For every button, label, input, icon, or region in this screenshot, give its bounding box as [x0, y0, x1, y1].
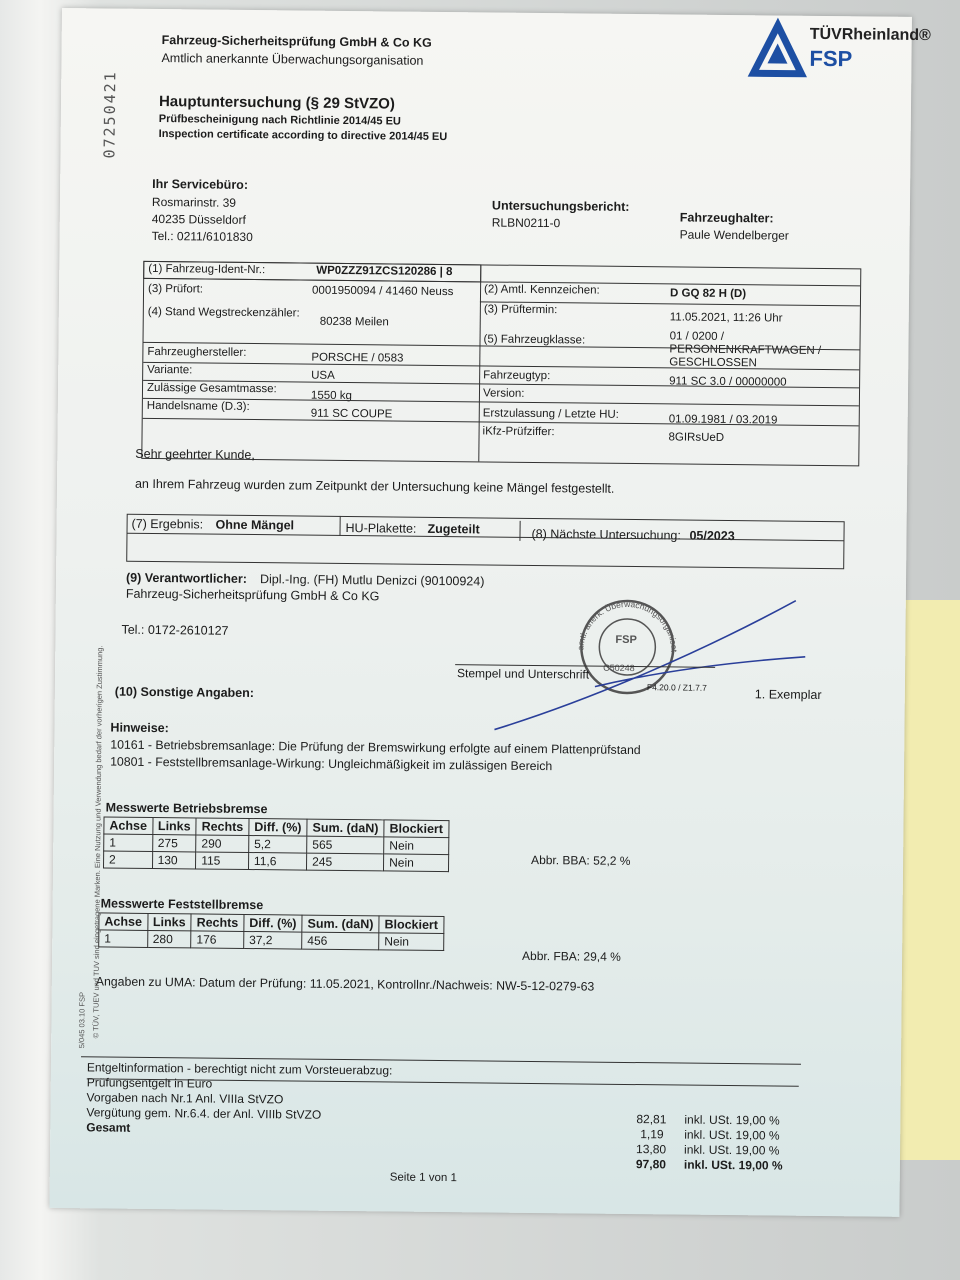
- erstzulassung-value: 01.09.1981 / 03.2019: [668, 413, 778, 427]
- klasse-line3: GESCHLOSSEN: [669, 356, 757, 370]
- header-diff: Diff. (%): [249, 819, 307, 837]
- header-links: Links: [152, 817, 196, 834]
- fees-line-2: Vorgaben nach Nr.1 Anl. VIIIa StVZO: [86, 1090, 284, 1107]
- fees-amount-1: 82,81: [636, 1112, 667, 1127]
- header-rechts: Rechts: [196, 818, 249, 836]
- row-divider: [127, 533, 843, 541]
- certificate-page: [49, 8, 931, 1217]
- responsible-label: (9) Verantwortlicher:: [125, 570, 247, 586]
- result-box: [126, 514, 844, 570]
- fees-tax-total: inkl. USt. 19,00 %: [683, 1157, 783, 1173]
- cell-blockiert: Nein: [384, 854, 449, 872]
- fees-tax-1: inkl. USt. 19,00 %: [684, 1112, 780, 1128]
- vehicle-data-box: [141, 261, 861, 467]
- office-label: Ihr Servicebüro:: [152, 176, 249, 192]
- result-label: (7) Ergebnis:: [131, 516, 204, 532]
- handelsname-value: 911 SC COUPE: [310, 407, 393, 421]
- uma-info: Angaben zu UMA: Datum der Prüfung: 11.05.2021, Kontrollnr./Nachweis: NW-5-12-0279-63: [95, 974, 595, 994]
- abbremsung-fba: Abbr. FBA: 29,4 %: [522, 948, 621, 964]
- next-inspection-value: 05/2023: [689, 528, 735, 544]
- stamp-label: Stempel und Unterschrift: [456, 666, 590, 682]
- header-blockiert: Blockiert: [384, 820, 449, 838]
- hersteller-label: Fahrzeughersteller:: [147, 345, 247, 359]
- responsible-company: Fahrzeug-Sicherheitsprüfung GmbH & Co KG: [125, 586, 380, 604]
- legal-notice: © TÜV, TUEV und TUV sind eingetragene Marken. Eine Nutzung und Verwendung bedarf der vorherigen Zustimmung.: [91, 645, 105, 1039]
- pruefdatum-label: (3) Prüftermin:: [483, 303, 558, 317]
- version-label: Version:: [482, 387, 525, 400]
- result-value: Ohne Mängel: [215, 517, 295, 533]
- odometer-value: 80238 Meilen: [319, 315, 389, 329]
- stamp-number: C50248: [603, 662, 635, 674]
- klasse-label: (5) Fahrzeugklasse:: [483, 333, 586, 347]
- abbremsung-bba: Abbr. BBA: 52,2 %: [531, 852, 631, 868]
- responsible-phone: Tel.: 0172-2610127: [121, 622, 229, 638]
- column-divider: [478, 265, 481, 461]
- fees-tax-2: inkl. USt. 19,00 %: [684, 1127, 780, 1143]
- report-number: RLBN0211-0: [491, 215, 561, 231]
- fees-amount-3: 13,80: [636, 1142, 667, 1157]
- cell-blockiert: Nein: [384, 837, 449, 855]
- hersteller-value: PORSCHE / 0583: [311, 351, 404, 365]
- feststellbremse-title: Messwerte Feststellbremse: [100, 896, 264, 913]
- stamp-center-text: FSP: [615, 633, 637, 647]
- stamp-ring-text: amtl. anerk. Überwachungsorganisation: [575, 598, 680, 653]
- holder-name: Paule Wendelberger: [679, 227, 789, 243]
- fees-line-3: Vergütung gem. Nr.6.4. der Anl. VIIIb StVZO: [86, 1105, 322, 1122]
- cell-blockiert: Nein: [379, 933, 444, 951]
- hinweise-title: Hinweise:: [110, 720, 169, 736]
- typ-value: 911 SC 3.0 / 00000000: [669, 375, 787, 389]
- svg-text:amtl. anerk. Überwachungsorgan: [474, 587, 680, 652]
- office-street: Rosmarinstr. 39: [151, 194, 237, 210]
- pruefdatum-value: 11.05.2021, 11:26 Uhr: [669, 311, 783, 325]
- report-label: Untersuchungsbericht:: [491, 198, 630, 214]
- kennzeichen-value: D GQ 82 H (D): [669, 287, 747, 301]
- pruefort-value: 0001950094 / 41460 Neuss: [311, 284, 454, 299]
- fees-line-1: Prüfungsentgelt in Euro: [86, 1075, 213, 1091]
- feststellbremse-table: [98, 912, 444, 951]
- ikfz-label: iKfz-Prüfziffer:: [482, 425, 555, 439]
- header-rechts: Rechts: [191, 914, 244, 932]
- office-phone: Tel.: 0211/6101830: [151, 228, 253, 245]
- sonstige-label: (10) Sonstige Angaben:: [114, 684, 255, 701]
- responsible-name: Dipl.-Ing. (FH) Mutlu Denizci (90100924): [259, 572, 485, 589]
- vin-label: (1) Fahrzeug-Ident-Nr.:: [148, 262, 266, 277]
- cell-diff: 37,2: [244, 931, 302, 949]
- plakette-label: HU-Plakette:: [345, 520, 417, 536]
- cell-diff: 11,6: [248, 852, 306, 870]
- document-title: Hauptuntersuchung (§ 29 StVZO): [158, 93, 395, 113]
- serial-number: 07250421: [100, 70, 120, 159]
- cell-rechts: 290: [196, 835, 249, 853]
- header-sum: Sum. (daN): [307, 819, 384, 837]
- table-row: [103, 851, 448, 872]
- header-blockiert: Blockiert: [379, 916, 444, 934]
- fees-amount-2: 1,19: [640, 1127, 664, 1142]
- company-name: Fahrzeug-Sicherheitsprüfung GmbH & Co KG: [161, 33, 432, 50]
- betriebsbremse-table: [103, 816, 449, 872]
- table-row: [99, 930, 444, 951]
- footer-code: 5/045 03.10 FSP: [77, 991, 87, 1049]
- fees-amount-total: 97,80: [635, 1157, 667, 1172]
- ikfz-value: 8GIRsUeD: [668, 431, 725, 444]
- cell-links: 280: [147, 930, 191, 947]
- page-number: Seite 1 von 1: [389, 1171, 457, 1185]
- kennzeichen-label: (2) Amtl. Kennzeichen:: [484, 283, 600, 297]
- logo-brand: TÜVRheinland®: [809, 25, 931, 45]
- masse-value: 1550 kg: [310, 389, 352, 403]
- betriebsbremse-title: Messwerte Betriebsbremse: [105, 800, 268, 817]
- form-code: F4.20.0 / Z1.7.7: [646, 682, 707, 693]
- cell-links: 130: [152, 851, 196, 868]
- cell-rechts: 115: [196, 852, 249, 870]
- exemplar: 1. Exemplar: [754, 687, 822, 702]
- variante-value: USA: [311, 369, 335, 382]
- cell-rechts: 176: [191, 931, 244, 949]
- cell-achse: 1: [99, 930, 148, 948]
- fees-total-label: Gesamt: [86, 1120, 131, 1135]
- header-achse: Achse: [99, 913, 148, 931]
- result-message: an Ihrem Fahrzeug wurden zum Zeitpunkt der Untersuchung keine Mängel festgestellt.: [134, 476, 615, 496]
- header-achse: Achse: [104, 817, 153, 835]
- greeting: Sehr geehrter Kunde,: [135, 446, 255, 463]
- erstzulassung-label: Erstzulassung / Letzte HU:: [482, 407, 619, 421]
- column-divider: [339, 516, 340, 536]
- header-diff: Diff. (%): [244, 914, 302, 932]
- vin-value: WP0ZZZ91ZCS120286 | 8: [316, 264, 453, 279]
- yellow-sheet-behind: [900, 600, 960, 1160]
- cell-sum: 565: [307, 836, 384, 854]
- logo-code: FSP: [809, 45, 853, 72]
- variante-label: Variante:: [147, 363, 193, 377]
- klasse-line2: PERSONENKRAFTWAGEN /: [669, 343, 822, 357]
- holder-label: Fahrzeughalter:: [679, 210, 774, 226]
- klasse-line1: 01 / 0200 /: [669, 330, 725, 343]
- masse-label: Zulässige Gesamtmasse:: [146, 381, 277, 396]
- cell-sum: 245: [307, 853, 384, 871]
- cell-sum: 456: [302, 932, 379, 950]
- plakette-value: Zugeteilt: [427, 521, 480, 537]
- document-subtitle-de: Prüfbescheinigung nach Richtlinie 2014/45 EU: [158, 113, 401, 128]
- next-inspection-label: (8) Nächste Untersuchung:: [531, 526, 681, 543]
- fees-title: Entgeltinformation - berechtigt nicht zum Vorsteuerabzug:: [86, 1060, 393, 1078]
- cell-diff: 5,2: [249, 836, 307, 854]
- document-subtitle-en: Inspection certificate according to directive 2014/45 EU: [158, 128, 448, 144]
- hinweis-2: 10801 - Feststellbremsanlage-Wirkung: Ungleichmäßigkeit im zulässigen Bereich: [110, 754, 553, 774]
- office-city: 40235 Düsseldorf: [151, 211, 246, 227]
- typ-label: Fahrzeugtyp:: [483, 369, 551, 383]
- cell-achse: 1: [104, 834, 153, 852]
- odometer-label: (4) Stand Wegstreckenzähler:: [147, 305, 300, 320]
- header-links: Links: [147, 913, 191, 930]
- cell-achse: 2: [103, 851, 152, 869]
- company-subtitle: Amtlich anerkannte Überwachungsorganisation: [161, 51, 424, 68]
- tuv-logo: [743, 19, 931, 86]
- hinweis-1: 10161 - Betriebsbremsanlage: Die Prüfung der Bremswirkung erfolgte auf einem Plattenprüfstand: [110, 737, 641, 758]
- fees-tax-3: inkl. USt. 19,00 %: [684, 1142, 780, 1158]
- pruefort-label: (3) Prüfort:: [148, 282, 204, 296]
- handelsname-label: Handelsname (D.3):: [146, 399, 250, 413]
- header-sum: Sum. (daN): [302, 915, 379, 933]
- cell-links: 275: [152, 834, 196, 851]
